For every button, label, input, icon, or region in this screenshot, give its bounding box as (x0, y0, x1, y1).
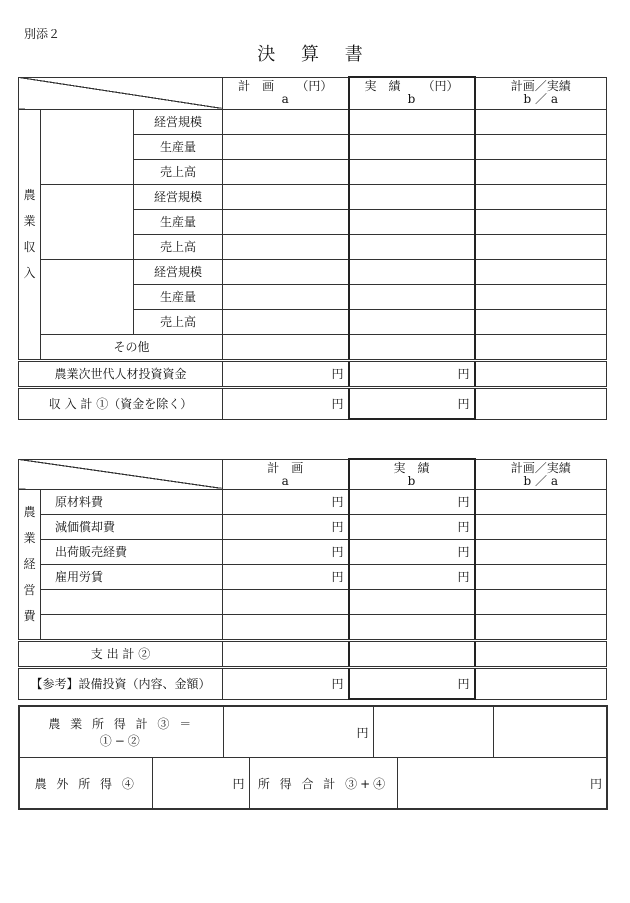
expense-table (18, 458, 607, 700)
crop-cell[interactable] (41, 184, 134, 259)
expense-item-label[interactable] (41, 589, 223, 614)
annex-label: 別添２ (24, 27, 61, 41)
plan-cell[interactable] (223, 159, 349, 184)
ratio-header: 計画／実績 b ／ a (475, 459, 607, 489)
plan-cell[interactable]: 円 (223, 564, 349, 589)
actual-cell[interactable] (349, 259, 475, 284)
actual-cell[interactable]: 円 (349, 667, 475, 699)
actual-cell[interactable] (349, 334, 475, 360)
ratio-cell[interactable] (475, 284, 607, 309)
plan-cell[interactable] (223, 309, 349, 334)
ratio-cell[interactable] (475, 209, 607, 234)
ratio-cell[interactable] (475, 309, 607, 334)
actual-cell[interactable] (349, 209, 475, 234)
plan-cell[interactable] (223, 360, 349, 387)
plan-cell[interactable]: 円 (223, 489, 349, 514)
income-table (18, 76, 607, 420)
ratio-cell[interactable] (475, 614, 607, 640)
plan-header: 計 画 （円） a (223, 77, 349, 109)
actual-header: 実 績 b (349, 459, 475, 489)
ratio-cell[interactable] (475, 489, 607, 514)
ratio-cell[interactable] (475, 184, 607, 209)
actual-cell[interactable]: 円 (349, 489, 475, 514)
actual-cell[interactable] (349, 184, 475, 209)
ratio-cell[interactable] (475, 539, 607, 564)
income-total-label: 収 入 計 ①（資金を除く） (19, 387, 223, 419)
actual-cell[interactable] (349, 614, 475, 640)
yen-unit: 円 (331, 367, 344, 381)
item-label: 売上高 (134, 234, 223, 259)
next-gen-label: 農業次世代人材投資資金 (19, 360, 223, 387)
item-label: 売上高 (134, 159, 223, 184)
other-label: その他 (41, 334, 223, 360)
farm-income-value[interactable]: 円 (223, 706, 373, 758)
plan-cell[interactable]: 円 (223, 514, 349, 539)
actual-header: 実 績 （円） b (349, 77, 475, 109)
ratio-cell[interactable] (475, 589, 607, 614)
yen-unit: 円 (331, 397, 344, 411)
grand-total-value[interactable]: 円 (397, 758, 607, 810)
expense-item-label[interactable] (41, 614, 223, 640)
item-label: 経営規模 (134, 109, 223, 134)
actual-cell[interactable] (349, 309, 475, 334)
plan-cell[interactable]: 円 (223, 667, 349, 699)
ratio-cell[interactable] (475, 640, 607, 667)
off-farm-income-label: 農 外 所 得 ④ (19, 758, 152, 810)
expense-category: 農 業 経 営 費 (19, 489, 41, 640)
plan-cell[interactable]: 円 (223, 539, 349, 564)
item-label: 売上高 (134, 309, 223, 334)
actual-cell[interactable] (349, 159, 475, 184)
ratio-header: 計画／実績 b ／ a (475, 77, 607, 109)
ratio-cell[interactable] (475, 134, 607, 159)
actual-cell[interactable] (349, 640, 475, 667)
plan-cell[interactable] (223, 234, 349, 259)
income-category: 農 業 収 入 (19, 109, 41, 360)
ratio-cell[interactable] (475, 360, 607, 387)
crop-cell[interactable] (41, 259, 134, 334)
plan-cell[interactable] (223, 387, 349, 419)
expense-item-label: 減価償却費 (41, 514, 223, 539)
ratio-cell[interactable] (475, 259, 607, 284)
summary-table (18, 705, 608, 810)
farm-income-actual[interactable] (373, 706, 493, 758)
plan-cell[interactable] (223, 134, 349, 159)
plan-cell[interactable] (223, 614, 349, 640)
plan-header: 計 画 a (223, 459, 349, 489)
plan-cell[interactable] (223, 259, 349, 284)
farm-income-ratio[interactable] (493, 706, 607, 758)
farm-income-label: 農 業 所 得 計 ③ ＝ ①−② (19, 706, 223, 758)
plan-cell[interactable] (223, 334, 349, 360)
plan-cell[interactable] (223, 184, 349, 209)
capex-reference-label: 【参考】設備投資（内容、金額） (19, 667, 223, 699)
ratio-cell[interactable] (475, 159, 607, 184)
off-farm-income-value[interactable]: 円 (152, 758, 249, 810)
actual-cell[interactable]: 円 (349, 514, 475, 539)
plan-cell[interactable] (223, 109, 349, 134)
actual-cell[interactable] (349, 109, 475, 134)
actual-cell[interactable]: 円 (349, 539, 475, 564)
yen-unit: 円 (457, 367, 470, 381)
yen-unit: 円 (457, 396, 470, 411)
ratio-cell[interactable] (475, 667, 607, 699)
ratio-cell[interactable] (475, 334, 607, 360)
plan-cell[interactable] (223, 640, 349, 667)
item-label: 経営規模 (134, 259, 223, 284)
crop-cell[interactable] (41, 109, 134, 184)
actual-cell[interactable] (349, 589, 475, 614)
ratio-cell[interactable] (475, 514, 607, 539)
actual-cell[interactable]: 円 (349, 564, 475, 589)
actual-cell[interactable] (349, 284, 475, 309)
ratio-cell[interactable] (475, 387, 607, 419)
page-title: 決 算 書 (257, 44, 373, 65)
header-diagonal-cell (19, 77, 223, 109)
actual-cell[interactable] (349, 134, 475, 159)
ratio-cell[interactable] (475, 564, 607, 589)
expense-total-label: 支 出 計 ② (19, 640, 223, 667)
plan-cell[interactable] (223, 589, 349, 614)
ratio-cell[interactable] (475, 109, 607, 134)
ratio-cell[interactable] (475, 234, 607, 259)
expense-item-label: 出荷販売経費 (41, 539, 223, 564)
plan-cell[interactable] (223, 284, 349, 309)
item-label: 生産量 (134, 209, 223, 234)
item-label: 生産量 (134, 284, 223, 309)
expense-item-label: 原材料費 (41, 489, 223, 514)
plan-cell[interactable] (223, 209, 349, 234)
header-diagonal-cell (19, 459, 223, 489)
actual-cell[interactable] (349, 360, 475, 387)
actual-cell[interactable] (349, 234, 475, 259)
actual-cell[interactable] (349, 387, 475, 419)
expense-item-label: 雇用労賃 (41, 564, 223, 589)
item-label: 生産量 (134, 134, 223, 159)
item-label: 経営規模 (134, 184, 223, 209)
grand-total-label: 所 得 合 計 ③+④ (249, 758, 397, 810)
